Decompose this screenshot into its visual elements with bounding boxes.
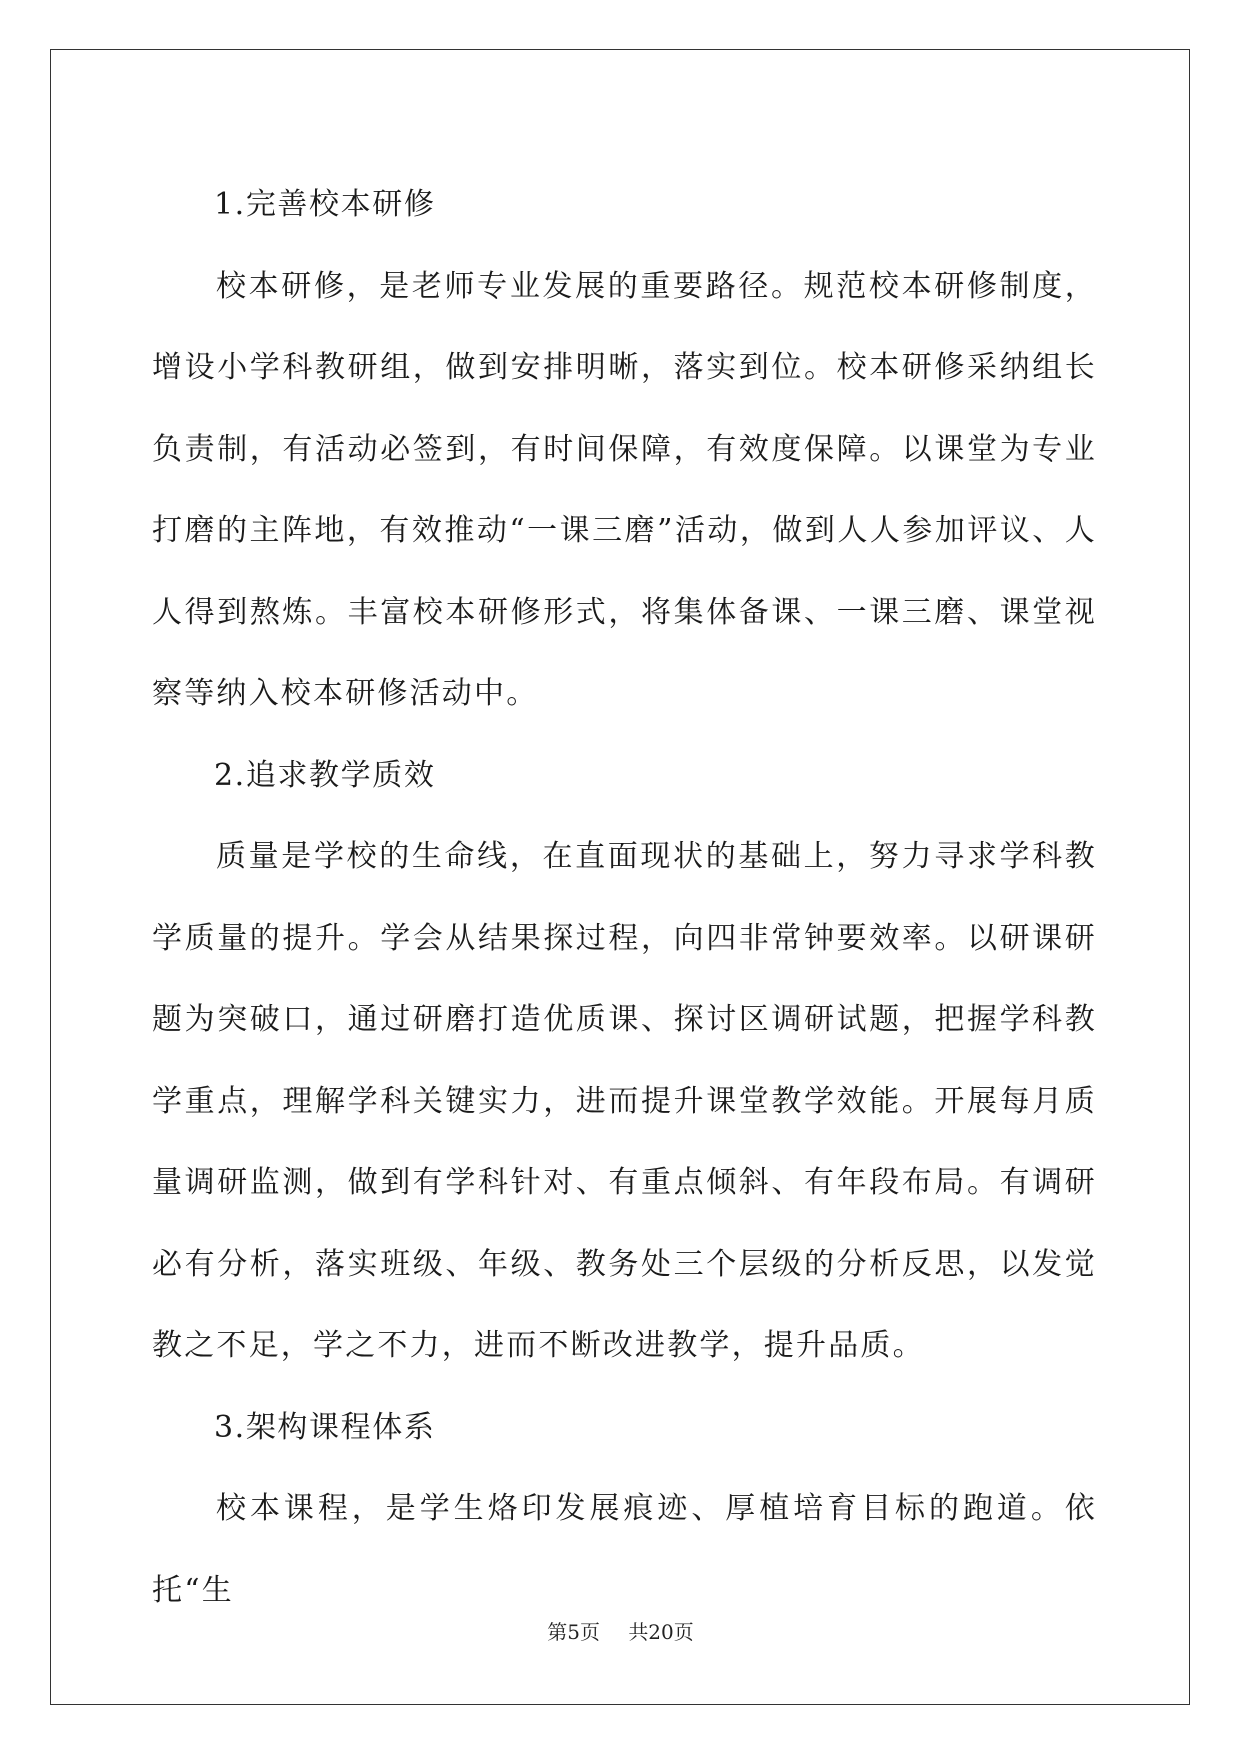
section-heading-2: 2.追求教学质效 [214, 757, 436, 793]
document-body [152, 164, 1097, 1631]
paragraph-2: 质量是学校的生命线，在直面现状的基础上，努力寻求学科教学质量的提升。学会从结果探过程，向四非常钟要效率。以研课研题为突破口，通过研磨打造优质课、探讨区调研试题，把握学科教学重点，理解学科关键实力，进而提升课堂教学效能。开展每月质量调研监测，做到有学科针对、有重点倾斜、有年段布局。有调研必有分析，落实班级、年级、教务处三个层级的分析反思，以发觉教之不足，学之不力，进而不断改进教学，提升品质。 [152, 839, 1097, 1363]
section-heading-3: 3.架构课程体系 [214, 1409, 436, 1445]
paragraph-1: 校本研修，是老师专业发展的重要路径。规范校本研修制度，增设小学科教研组，做到安排明晰，落实到位。校本研修采纳组长负责制，有活动必签到，有时间保障，有效度保障。以课堂为专业打磨的主阵地，有效推动“一课三磨”活动，做到人人参加评议、人人得到熬炼。丰富校本研修形式，将集体备课、一课三磨、课堂视察等纳入校本研修活动中。 [152, 268, 1097, 711]
paragraph-3: 校本课程，是学生烙印发展痕迹、厚植培育目标的跑道。依托“生 [152, 1491, 1097, 1608]
page-footer [0, 1616, 1241, 1645]
section-heading-1: 1.完善校本研修 [214, 187, 436, 222]
page-total: 共20页 [628, 1620, 694, 1644]
page-number: 第5页 [547, 1620, 600, 1644]
